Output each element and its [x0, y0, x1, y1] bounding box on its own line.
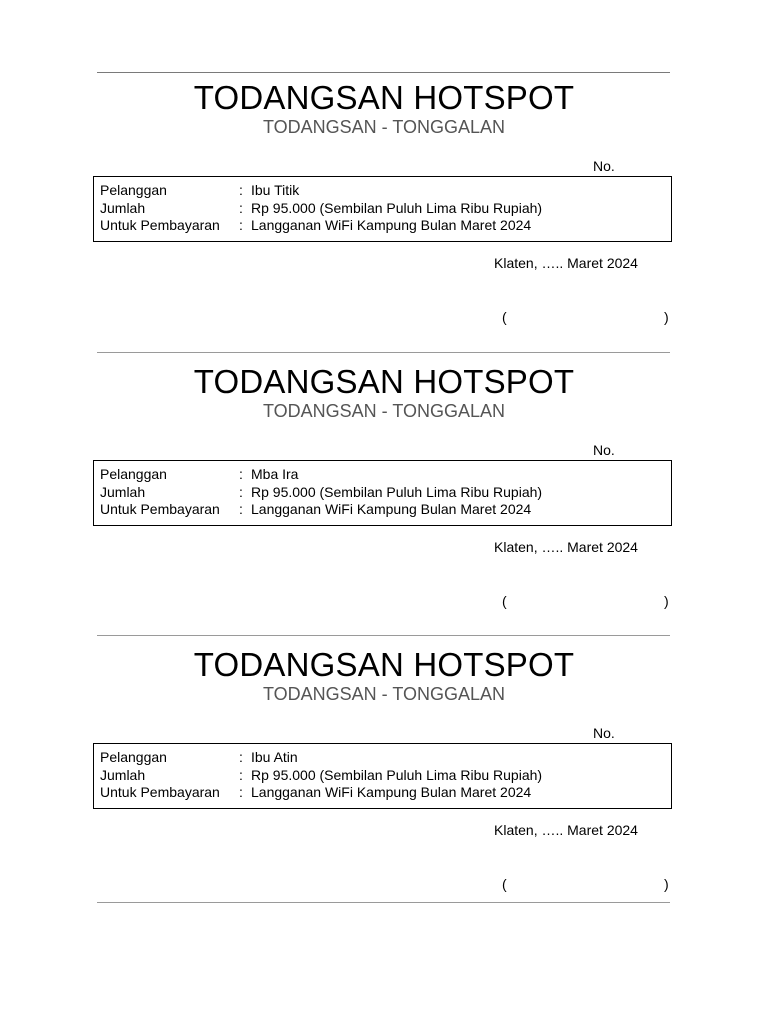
signature-close-paren: ) — [664, 593, 669, 609]
receipt-subtitle: TODANGSAN - TONGGALAN — [262, 401, 506, 421]
receipt-subtitle: TODANGSAN - TONGGALAN — [262, 684, 506, 704]
receipt-2 — [0, 359, 768, 629]
signature-open-paren: ( — [502, 593, 507, 609]
field-value: Langganan WiFi Kampung Bulan Maret 2024 — [251, 217, 532, 233]
signature-close-paren: ) — [664, 309, 669, 325]
field-value: Mba Ira — [251, 466, 299, 482]
receipt-number-label: No. — [593, 725, 615, 741]
field-separator: : — [239, 767, 243, 783]
bottom-divider — [97, 902, 670, 903]
field-value: Langganan WiFi Kampung Bulan Maret 2024 — [251, 501, 532, 517]
receipt-3 — [0, 642, 768, 912]
signature-open-paren: ( — [502, 876, 507, 892]
place-date: Klaten, ….. Maret 2024 — [494, 822, 638, 838]
divider — [97, 352, 670, 353]
signature-close-paren: ) — [664, 876, 669, 892]
field-value: Ibu Atin — [251, 749, 298, 765]
field-label: Untuk Pembayaran — [100, 501, 220, 517]
field-value: Langganan WiFi Kampung Bulan Maret 2024 — [251, 784, 532, 800]
field-separator: : — [239, 217, 243, 233]
place-date: Klaten, ….. Maret 2024 — [494, 539, 638, 555]
field-label: Jumlah — [100, 767, 146, 783]
field-separator: : — [239, 784, 243, 800]
receipt-details-box — [93, 743, 672, 809]
field-value: Ibu Titik — [251, 182, 300, 198]
signature-open-paren: ( — [502, 309, 507, 325]
field-label: Pelanggan — [100, 749, 167, 765]
receipt-1 — [0, 75, 768, 345]
field-separator: : — [239, 501, 243, 517]
field-label: Jumlah — [100, 484, 146, 500]
receipt-title: TODANGSAN HOTSPOT — [193, 363, 575, 400]
receipt-number-label: No. — [593, 158, 615, 174]
field-separator: : — [239, 200, 243, 216]
field-label: Pelanggan — [100, 182, 167, 198]
field-separator: : — [239, 466, 243, 482]
field-label: Jumlah — [100, 200, 146, 216]
receipt-details-box — [93, 176, 672, 242]
receipt-details-box — [93, 460, 672, 526]
divider — [97, 635, 670, 636]
field-label: Untuk Pembayaran — [100, 217, 220, 233]
field-value: Rp 95.000 (Sembilan Puluh Lima Ribu Rupiah) — [251, 200, 543, 216]
receipt-number-label: No. — [593, 442, 615, 458]
field-separator: : — [239, 749, 243, 765]
receipt-title: TODANGSAN HOTSPOT — [193, 79, 575, 116]
top-divider — [97, 72, 670, 73]
receipt-title: TODANGSAN HOTSPOT — [193, 646, 575, 683]
receipt-subtitle: TODANGSAN - TONGGALAN — [262, 117, 506, 137]
field-value: Rp 95.000 (Sembilan Puluh Lima Ribu Rupiah) — [251, 484, 543, 500]
field-label: Pelanggan — [100, 466, 167, 482]
field-value: Rp 95.000 (Sembilan Puluh Lima Ribu Rupiah) — [251, 767, 543, 783]
field-separator: : — [239, 182, 243, 198]
field-separator: : — [239, 484, 243, 500]
field-label: Untuk Pembayaran — [100, 784, 220, 800]
place-date: Klaten, ….. Maret 2024 — [494, 255, 638, 271]
